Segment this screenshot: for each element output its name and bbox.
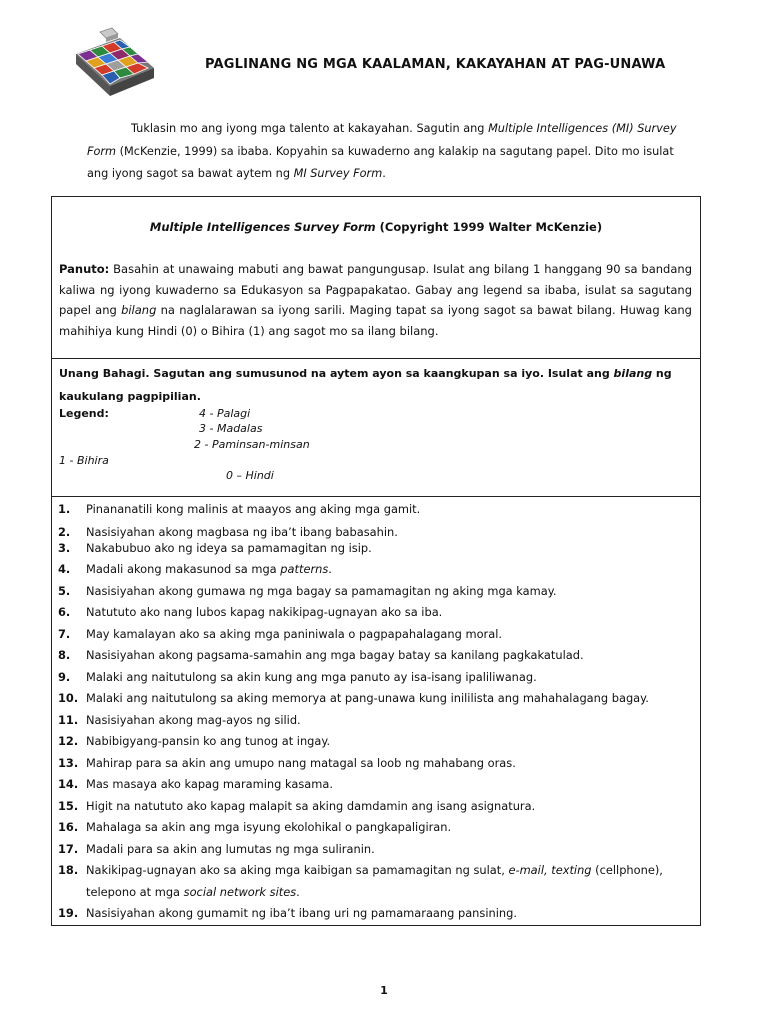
- part-instructions: Unang Bahagi. Sagutan ang sumusunod na aytem ayon sa kaangkupan sa iyo. Isulat ang bilang ng kaukulang pagpipilian.: [59, 367, 672, 403]
- list-item: 7. May kamalayan ako sa aking mga paniniwala o pagpapahalagang moral.: [58, 627, 502, 641]
- form-header-section: [52, 197, 700, 359]
- puzzle-cube-logo: [72, 24, 158, 110]
- instructions-label: Panuto:: [59, 262, 110, 276]
- list-item: 1. Pinananatili kong malinis at maayos ang aking mga gamit.: [58, 502, 421, 516]
- legend-item: 4 - Palagi: [199, 407, 251, 420]
- legend-item: 2 - Paminsan-minsan: [194, 438, 310, 451]
- form-title: Multiple Intelligences Survey Form (Copyright 1999 Walter McKenzie): [149, 220, 603, 234]
- list-item: 4. Madali akong makasunod sa mga patterns.: [58, 562, 332, 576]
- list-item: 19. Nasisiyahan akong gumamit ng iba’t ibang uri ng pamamaraang pansining.: [58, 906, 517, 920]
- instructions: Panuto: Basahin at unawaing mabuti ang bawat pangungusap. Isulat ang bilang 1 hanggang 90 sa bandang kaliwa ng iyong kuwaderno sa Edukasyon sa Pagpapakatao. Gabay ang legend sa ibaba, isulat sa sagutang papel ang bilang na naglalarawan sa iyong sarili. Maging tapat sa iyong sagot sa bawat bilang. Huwag kang mahihiya kung Hindi (0) o Bihira (1) ang sagot mo sa ilang bilang.: [59, 262, 692, 338]
- list-item: 12. Nabibigyang-pansin ko ang tunog at ingay.: [58, 734, 331, 748]
- list-item: 17. Madali para sa akin ang lumutas ng mga suliranin.: [58, 842, 375, 856]
- survey-form-box: [51, 196, 701, 926]
- list-item: 10. Malaki ang naitutulong sa aking memorya at pang-unawa kung inililista ang mahahalagang bagay.: [58, 691, 649, 705]
- legend-section: [52, 359, 700, 497]
- list-item: 14. Mas masaya ako kapag maraming kasama.: [58, 777, 333, 791]
- legend-item: 3 - Madalas: [199, 422, 263, 435]
- list-item: 16. Mahalaga sa akin ang mga isyung ekolohikal o pangkapaligiran.: [58, 820, 452, 834]
- legend-item: 0 – Hindi: [226, 469, 274, 482]
- page-title: PAGLINANG NG MGA KAALAMAN, KAKAYAHAN AT PAG-UNAWA: [205, 57, 666, 72]
- list-item: 18. Nakikipag-ugnayan ako sa aking mga kaibigan sa pamamagitan ng sulat, e-mail, texting (cellphone), telepono at mga social network sites.: [58, 863, 663, 899]
- list-item: 13. Mahirap para sa akin ang umupo nang matagal sa loob ng mahabang oras.: [58, 756, 516, 770]
- list-item: 3. Nakabubuo ako ng ideya sa pamamagitan ng isip.: [58, 541, 372, 555]
- list-item: 5. Nasisiyahan akong gumawa ng mga bagay sa pamamagitan ng aking mga kamay.: [58, 584, 557, 598]
- list-item: 8. Nasisiyahan akong pagsama-samahin ang mga bagay batay sa kanilang pagkakatulad.: [58, 648, 584, 662]
- list-item: 9. Malaki ang naitutulong sa akin kung ang mga panuto ay isa-isang ipaliliwanag.: [58, 670, 537, 684]
- list-item: 15. Higit na natututo ako kapag malapit sa aking damdamin ang isang asignatura.: [58, 799, 536, 813]
- list-item: 11. Nasisiyahan akong mag-ayos ng silid.: [58, 713, 301, 727]
- list-item: 2. Nasisiyahan akong magbasa ng iba’t ibang babasahin.: [58, 525, 398, 539]
- intro-paragraph: Tuklasin mo ang iyong mga talento at kakayahan. Sagutin ang Multiple Intelligences (MI) Survey Form (McKenzie, 1999) sa ibaba. Kopyahin sa kuwaderno ang kalakip na sagutang papel. Dito mo isulat ang iyong sagot sa bawat aytem ng MI Survey Form.: [87, 122, 677, 180]
- legend-label: Legend:: [59, 407, 109, 420]
- list-item: 6. Natututo ako nang lubos kapag nakikipag-ugnayan ako sa iba.: [58, 605, 443, 619]
- legend-item: 1 - Bihira: [59, 454, 109, 467]
- page-number: 1: [380, 984, 388, 997]
